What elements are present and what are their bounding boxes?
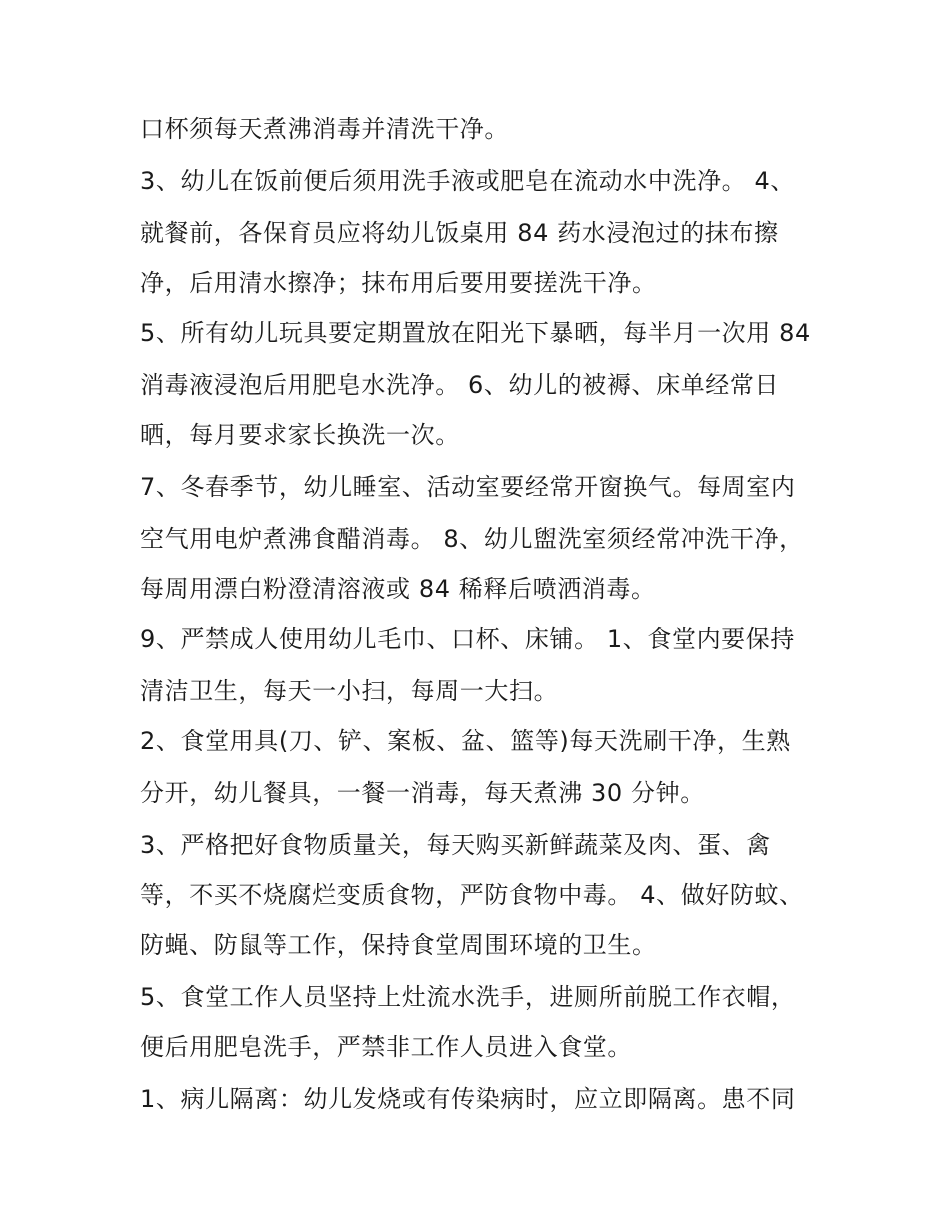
text-line: 便后用肥皂洗手，严禁非工作人员进入食堂。 xyxy=(140,1033,632,1061)
text-line: 净，后用清水擦净；抹布用后要用要搓洗干净。 xyxy=(140,269,657,297)
text-line: 1、病儿隔离：幼儿发烧或有传染病时，应立即隔离。患不同 xyxy=(140,1085,796,1113)
text-line: 空气用电炉煮沸食醋消毒。 8、幼儿盥洗室须经常冲洗干净， xyxy=(140,525,804,553)
text-line: 9、严禁成人使用幼儿毛巾、口杯、床铺。 1、食堂内要保持 xyxy=(140,625,795,653)
text-line: 防蝇、防鼠等工作，保持食堂周围环境的卫生。 xyxy=(140,931,657,959)
text-line: 等，不买不烧腐烂变质食物，严防食物中毒。 4、做好防蚊、 xyxy=(140,881,804,909)
text-line: 5、食堂工作人员坚持上灶流水洗手，进厕所前脱工作衣帽， xyxy=(140,983,796,1011)
text-line: 2、食堂用具(刀、铲、案板、盆、篮等)每天洗刷干净，生熟 xyxy=(140,727,791,755)
text-line: 就餐前，各保育员应将幼儿饭桌用 84 药水浸泡过的抹布擦 xyxy=(140,219,779,247)
text-line: 晒，每月要求家长换洗一次。 xyxy=(140,421,460,449)
text-line: 3、严格把好食物质量关，每天购买新鲜蔬菜及肉、蛋、禽 xyxy=(140,831,771,859)
text-line: 3、幼儿在饭前便后须用洗手液或肥皂在流动水中洗净。 4、 xyxy=(140,167,795,195)
text-line: 每周用漂白粉澄清溶液或 84 稀释后喷洒消毒。 xyxy=(140,575,656,603)
text-line: 7、冬春季节，幼儿睡室、活动室要经常开窗换气。每周室内 xyxy=(140,473,796,501)
text-line: 5、所有幼儿玩具要定期置放在阳光下暴晒，每半月一次用 84 xyxy=(140,319,811,347)
text-line: 消毒液浸泡后用肥皂水洗净。 6、幼儿的被褥、床单经常日 xyxy=(140,371,780,399)
text-line: 分开，幼儿餐具，一餐一消毒，每天煮沸 30 分钟。 xyxy=(140,779,705,807)
text-line: 清洁卫生，每天一小扫，每周一大扫。 xyxy=(140,677,559,705)
text-line: 口杯须每天煮沸消毒并清洗干净。 xyxy=(140,115,509,143)
